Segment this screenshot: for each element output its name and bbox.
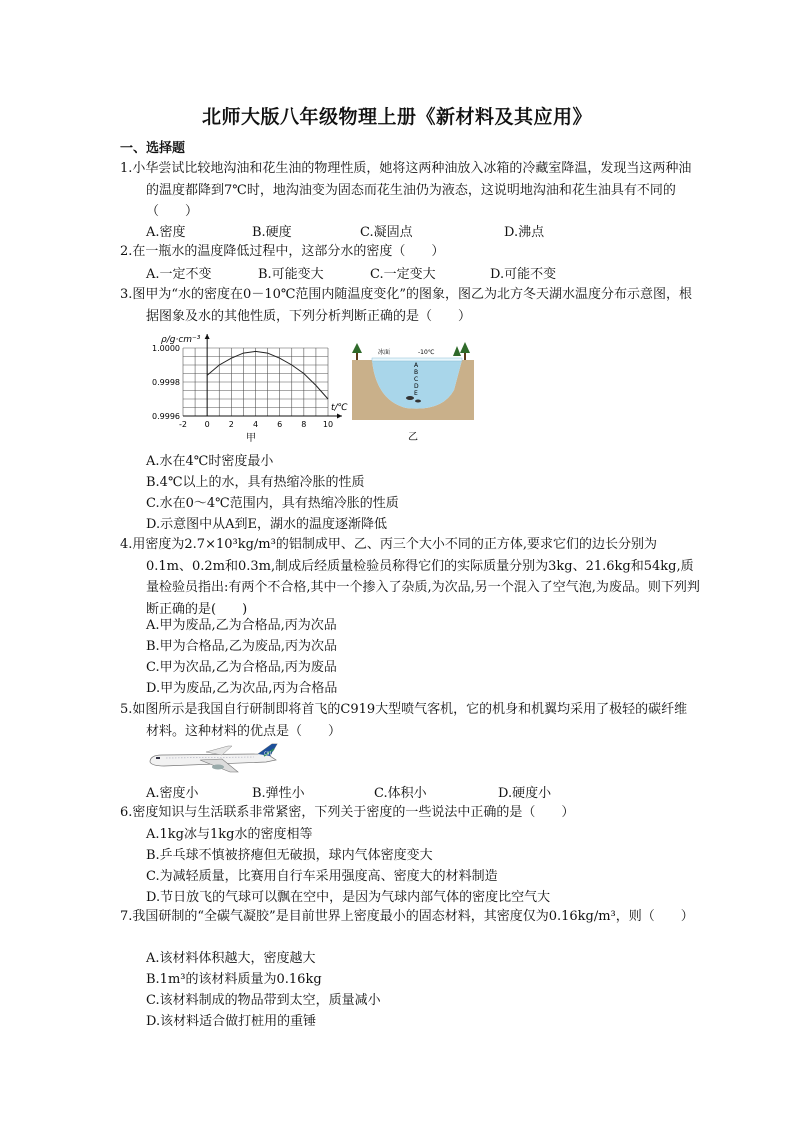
option-d[interactable]: D.可能不变 <box>490 267 557 282</box>
option-c[interactable]: C.甲为次品,乙为合格品,丙为废品 <box>146 660 337 675</box>
option-d[interactable]: D.该材料适合做打桩用的重锤 <box>146 1014 317 1029</box>
question-6 <box>120 802 700 824</box>
chart-axes <box>183 334 342 419</box>
option-c[interactable]: C.体积小 <box>374 786 427 801</box>
ice-label: 冰面 <box>378 349 391 356</box>
x-tick-label: 2 <box>228 420 234 429</box>
x-axis-label: t/℃ <box>331 403 348 413</box>
option-a[interactable]: A.甲为废品,乙为合格品,丙为次品 <box>146 618 337 633</box>
option-a[interactable]: A.一定不变 <box>146 267 212 282</box>
option-b[interactable]: B.弹性小 <box>252 786 305 801</box>
option-c[interactable]: C.一定变大 <box>370 267 436 282</box>
question-2 <box>120 241 700 263</box>
question-7-stem: 7.我国研制的“全碳气凝胶”是目前世界上密度最小的固态材料，其密度仅为0.16kg/m³，则（ ） <box>120 909 694 924</box>
option-d[interactable]: D.节日放飞的气球可以飘在空中，是因为气球内部气体的密度比空气大 <box>146 890 551 905</box>
y-tick-label: 0.9998 <box>152 378 180 387</box>
question-5-stem: 5.如图所示是我国自行研制即将首飞的C919大型喷气客机，它的机身和机翼均采用了极轻的碳纤维材料。这种材料的优点是（ ） <box>120 702 688 739</box>
option-b[interactable]: B.4℃以上的水，具有热缩冷胀的性质 <box>146 475 365 490</box>
question-7-options <box>146 948 381 1032</box>
question-5 <box>120 699 700 742</box>
figure-yi-label: 乙 <box>408 432 418 443</box>
x-axis-arrow <box>337 414 342 419</box>
question-1-stem: 1.小华尝试比较地沟油和花生油的物理性质，她将这两种油放入冰箱的冷藏室降温，发现当这两种油的温度都降到7℃时，地沟油变为固态而花生油仍为液态，这说明地沟油和花生油具有不同的（ ） <box>120 161 692 219</box>
question-4-options <box>146 615 337 699</box>
y-axis-arrow <box>205 334 210 339</box>
lake-layer-label: A <box>414 362 419 369</box>
x-tick-label: 8 <box>301 420 307 429</box>
y-tick-label: 0.9996 <box>152 412 180 421</box>
x-tick-label: 6 <box>277 420 283 429</box>
question-4 <box>120 534 700 620</box>
question-3-stem: 3.图甲为“水的密度在0－10℃范围内随温度变化”的图象，图乙为北方冬天湖水温度分布示意图，根据图象及水的其他性质，下列分析判断正确的是（ ） <box>120 287 693 324</box>
question-2-stem: 2.在一瓶水的温度降低过程中，这部分水的密度（ ） <box>120 244 445 259</box>
option-d[interactable]: D.沸点 <box>504 225 545 240</box>
y-axis-label: ρ/g·cm⁻³ <box>161 335 201 345</box>
option-a[interactable]: A.1kg冰与1kg水的密度相等 <box>146 827 313 842</box>
question-5-options <box>146 782 551 801</box>
lake-layer-label: D <box>414 383 419 390</box>
air-temp-label: -10℃ <box>418 349 435 356</box>
question-1 <box>120 158 700 223</box>
option-a[interactable]: A.密度 <box>146 225 186 240</box>
option-c[interactable]: C.该材料制成的物品带到太空，质量减小 <box>146 993 381 1008</box>
x-tick-label: -2 <box>179 420 187 429</box>
question-4-stem: 4.用密度为2.7×10³kg/m³的铝制成甲、乙、丙三个大小不同的正方体,要求它们的边长分别为0.1m、0.2m和0.3m,制成后经质量检验员称得它们的实际质量分别为3kg、21.6kg和54kg,质量检验员指出:有两个不合格,其中一个掺入了杂质,为次品,另一个混入了空气泡,为废品。则下列判断正确的是( ) <box>120 537 700 617</box>
question-3-options <box>146 451 399 535</box>
engine <box>212 765 224 770</box>
question-7 <box>120 906 700 928</box>
option-b[interactable]: B.1m³的该材料质量为0.16kg <box>146 972 322 987</box>
option-a[interactable]: A.水在4℃时密度最小 <box>146 454 274 469</box>
option-c[interactable]: C.水在0～4℃范围内，具有热缩冷胀的性质 <box>146 496 399 511</box>
option-d[interactable]: D.甲为废品,乙为次品,丙为合格品 <box>146 681 338 696</box>
question-6-options <box>146 824 550 908</box>
question-6-stem: 6.密度知识与生活联系非常紧密，下列关于密度的一些说法中正确的是（ ） <box>120 805 575 820</box>
tail-text: C919 <box>264 751 275 756</box>
figure-jia-label: 甲 <box>246 433 256 444</box>
section-heading: 一、选择题 <box>120 141 186 156</box>
x-tick-label: 0 <box>204 420 210 429</box>
option-a[interactable]: A.密度小 <box>146 786 199 801</box>
option-d[interactable]: D.硬度小 <box>498 786 552 801</box>
option-b[interactable]: B.硬度 <box>252 225 292 240</box>
option-a[interactable]: A.该材料体积越大，密度越大 <box>146 951 316 966</box>
airplane-image <box>146 740 282 778</box>
question-1-options <box>146 221 544 240</box>
option-d[interactable]: D.示意图中从A到E，湖水的温度逐渐降低 <box>146 517 387 532</box>
lake-layer-label: B <box>414 369 419 376</box>
option-c[interactable]: C.凝固点 <box>360 225 413 240</box>
page-title: 北师大版八年级物理上册《新材料及其应用》 <box>201 106 592 128</box>
option-c[interactable]: C.为减轻质量，比赛用自行车采用强度高、密度大的材料制造 <box>146 869 498 884</box>
question-3 <box>120 284 700 327</box>
question-2-options <box>146 263 556 282</box>
chart-grid <box>183 348 328 416</box>
ice-layer <box>372 358 462 361</box>
option-b[interactable]: B.乒乓球不慎被挤瘪但无破损，球内气体密度变大 <box>146 848 433 863</box>
density-temperature-chart <box>143 330 353 446</box>
x-tick-label: 10 <box>322 420 334 429</box>
x-tick-label: 4 <box>252 420 259 429</box>
lake-diagram <box>350 340 476 446</box>
lake-layer-label: C <box>414 376 419 383</box>
option-b[interactable]: B.可能变大 <box>258 267 324 282</box>
y-tick-label: 1.0000 <box>152 344 180 353</box>
option-b[interactable]: B.甲为合格品,乙为废品,丙为次品 <box>146 639 337 654</box>
lake-layer-label: E <box>414 390 418 397</box>
